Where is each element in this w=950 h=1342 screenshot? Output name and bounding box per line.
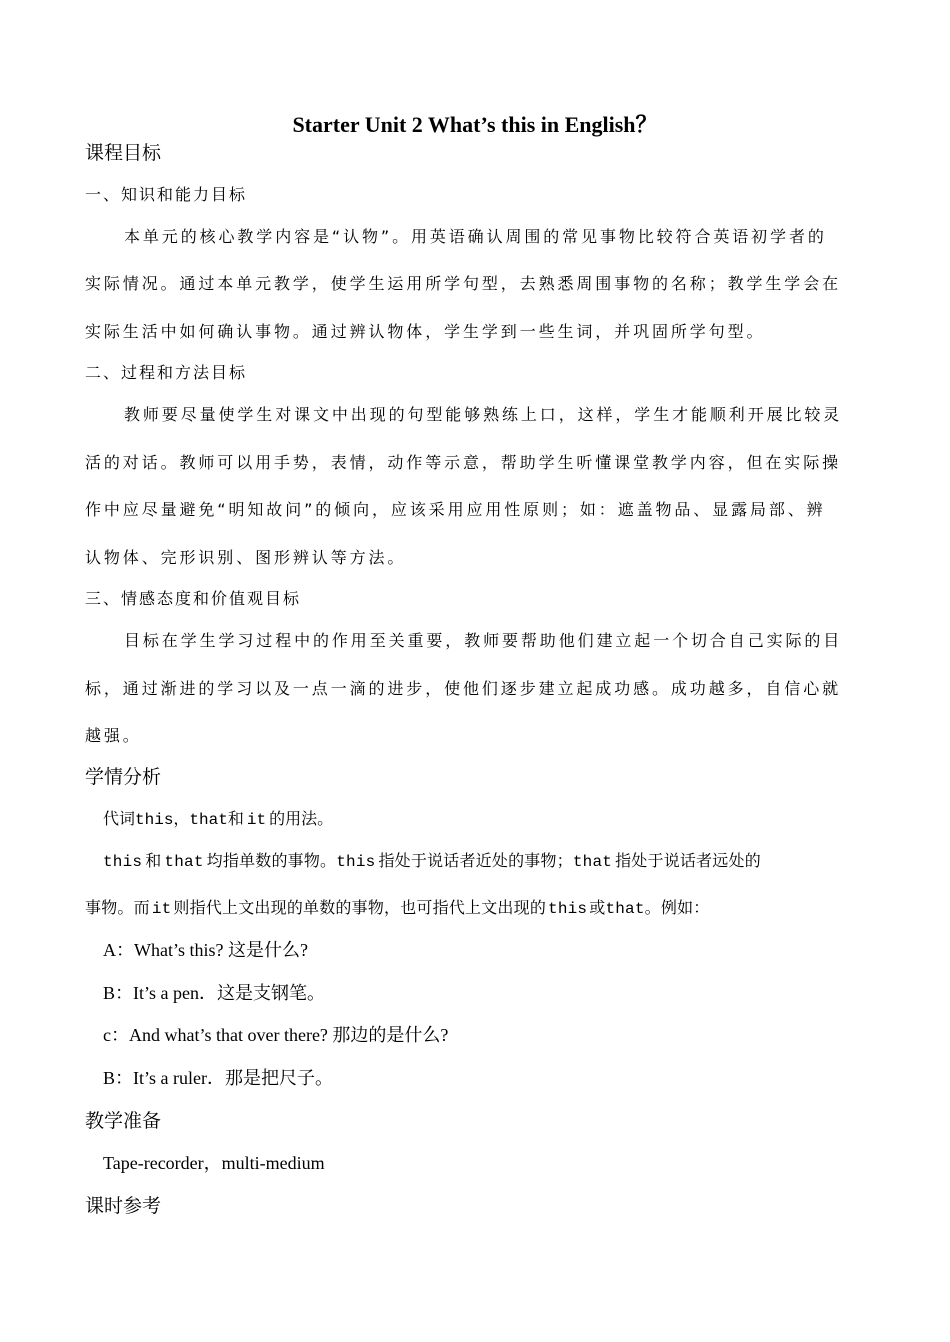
analysis-text: 指处于说话者远处的 — [615, 851, 761, 870]
goal3-line-3: 越强。 — [85, 726, 142, 745]
goal3-heading: 三、情感态度和价值观目标 — [85, 589, 302, 608]
page-title: Starter Unit 2 What’s this in English？ — [292, 112, 658, 137]
analysis-text: 和 — [145, 851, 162, 870]
analysis-intro — [103, 806, 333, 829]
goal2-line-4: 认物体、完形识别、图形辨认等方法。 — [85, 548, 407, 567]
goal1-line-2: 实际情况。通过本单元教学，使学生运用所学句型，去熟悉周围事物的名称；教学生学会在 — [85, 274, 842, 293]
analysis-text: 指处于说话者近处的事物； — [378, 851, 573, 870]
analysis-code: this — [548, 900, 588, 918]
analysis-intro-code: it — [246, 811, 267, 829]
goal2-heading: 二、过程和方法目标 — [85, 363, 248, 382]
goal1-line-1: 本单元的核心教学内容是“认物”。用英语确认周围的常见事物比较符合英语初学者的 — [124, 227, 827, 246]
analysis-text: 则指代上文出现的单数的事物，也可指代上文出现的 — [173, 898, 547, 917]
goal1-line-3: 实际生活中如何确认事物。通过辨认物体，学生学到一些生词，并巩固所学句型。 — [85, 322, 766, 341]
analysis-text: 事物。而 — [85, 898, 150, 917]
analysis-text: 或 — [589, 898, 606, 917]
analysis-heading: 学情分析 — [85, 766, 162, 788]
analysis-intro-part: 和 — [227, 809, 244, 828]
goal3-line-2: 标，通过渐进的学习以及一点一滴的进步，使他们逐步建立起成功感。成功越多，自信心就 — [85, 679, 842, 698]
analysis-intro-part: 的用法。 — [269, 809, 334, 828]
analysis-intro-code: this，that — [135, 811, 228, 829]
analysis-line-2 — [85, 895, 709, 918]
prep-heading: 教学准备 — [85, 1110, 162, 1132]
analysis-code: this — [103, 853, 143, 871]
goals-heading: 课程目标 — [85, 142, 162, 164]
analysis-text: 均指单数的事物。 — [206, 851, 337, 870]
prep-text: Tape-recorder，multi-medium — [103, 1153, 325, 1173]
analysis-intro-part: 代词 — [103, 809, 136, 828]
analysis-code: it — [151, 900, 172, 918]
dialogue-line-1: A：What’s this? 这是什么? — [103, 940, 308, 960]
goal3-line-1: 目标在学生学习过程中的作用至关重要，教师要帮助他们建立起一个切合自己实际的目 — [124, 631, 843, 650]
analysis-code: that — [164, 853, 204, 871]
analysis-code: this — [336, 853, 376, 871]
dialogue-line-2: B：It’s a pen．这是支钢笔。 — [103, 983, 325, 1003]
goal2-line-1: 教师要尽量使学生对课文中出现的句型能够熟练上口，这样，学生才能顺利开展比较灵 — [124, 405, 843, 424]
analysis-line-1 — [103, 848, 761, 871]
goal2-line-3: 作中应尽量避免“明知故问”的倾向，应该采用应用性原则；如：遮盖物品、显露局部、辨 — [85, 500, 826, 519]
analysis-code: that — [605, 900, 645, 918]
analysis-text: 。例如： — [644, 898, 710, 917]
goal2-line-2: 活的对话。教师可以用手势，表情，动作等示意，帮助学生听懂课堂教学内容，但在实际操 — [85, 453, 842, 472]
period-heading: 课时参考 — [85, 1195, 162, 1217]
dialogue-line-4: B：It’s a ruler．那是把尺子。 — [103, 1068, 333, 1088]
analysis-code: that — [572, 853, 613, 871]
dialogue-line-3: c：And what’s that over there? 那边的是什么? — [103, 1025, 449, 1045]
goal1-heading: 一、知识和能力目标 — [85, 185, 248, 204]
